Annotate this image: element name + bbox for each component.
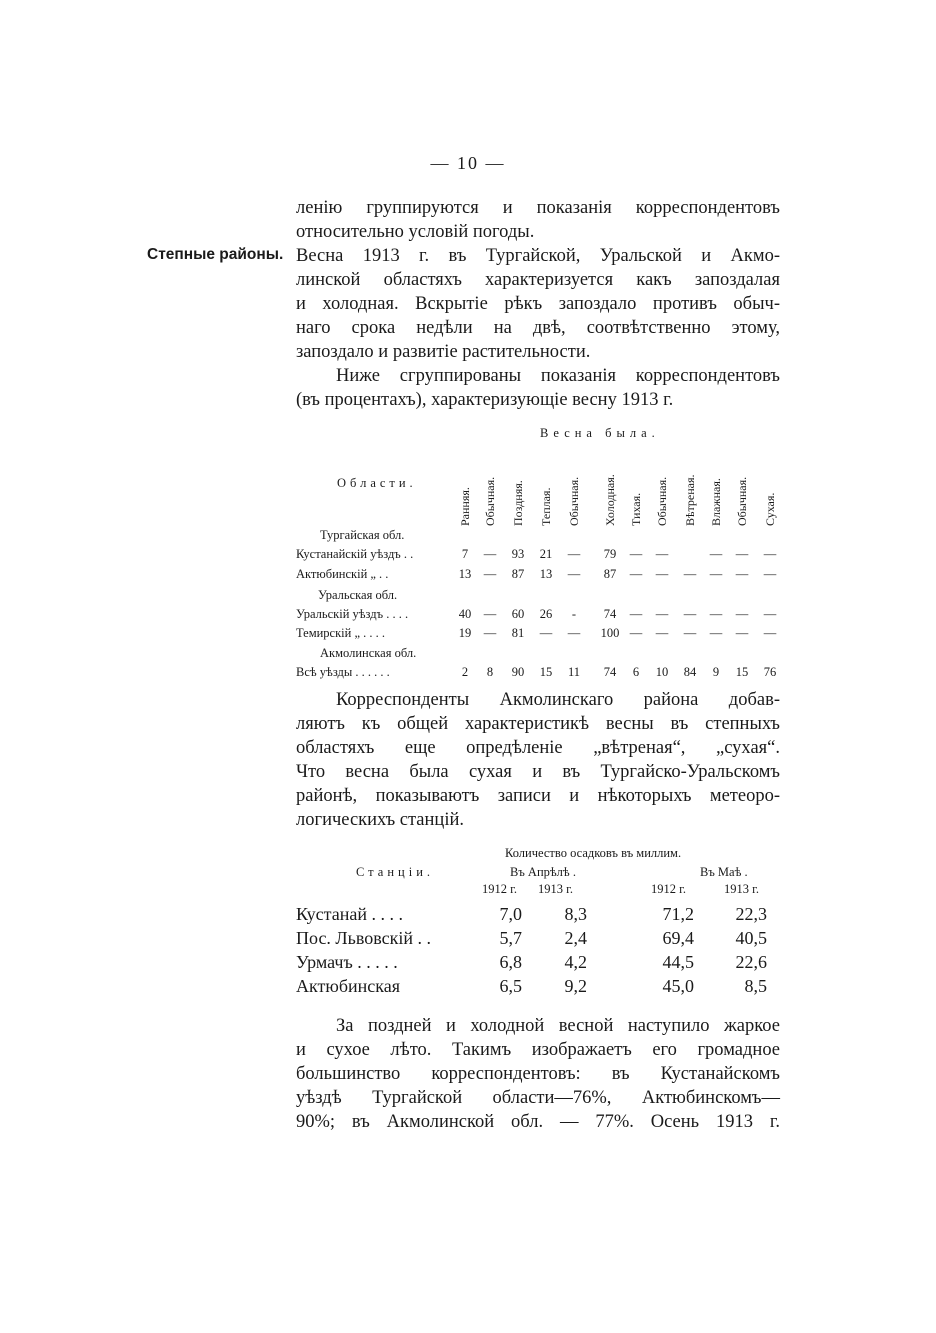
table-row-label: Всѣ уѣзды . . . . . . xyxy=(296,665,390,679)
text-line: и сухое лѣто. Такимъ изображаетъ его громадное xyxy=(296,1040,780,1060)
table-cell: 6 xyxy=(632,665,640,679)
table-cell: 9 xyxy=(712,665,720,679)
table-cell: — xyxy=(655,626,669,640)
precipitation-value: 69,4 xyxy=(662,928,694,948)
text-line: Весна 1913 г. въ Тургайской, Уральской и Акмо- xyxy=(296,246,780,266)
precipitation-value: 45,0 xyxy=(662,976,694,996)
text-line: ляютъ къ общей характеристикѣ весны въ степныхъ xyxy=(296,714,780,734)
table-cell: — xyxy=(539,626,553,640)
table-row-label: Кустанайскій уѣздъ . . xyxy=(296,547,414,561)
precipitation-value: 4,2 xyxy=(564,952,587,972)
text-line: областяхъ еще опредѣленіе „вѣтреная“, „сухая“. xyxy=(296,738,780,758)
paragraph-5 xyxy=(296,1014,780,1134)
text-line: уѣздѣ Тургайской области—76%, Актюбинскомъ— xyxy=(296,1088,780,1108)
table-cell: 74 xyxy=(603,607,617,621)
table-cell: — xyxy=(735,607,749,621)
text-line: логическихъ станцій. xyxy=(296,810,464,830)
text-line: районѣ, показываютъ записи и нѣкоторыхъ метеоро- xyxy=(296,786,780,806)
group-label: Тургайская обл. xyxy=(320,528,405,542)
table-cell: — xyxy=(683,626,697,640)
column-header: Обычная. xyxy=(483,476,497,526)
table-cell: 87 xyxy=(511,567,525,581)
table-cell: 79 xyxy=(603,547,617,561)
month-header-may: Въ Маѣ . xyxy=(700,865,748,879)
table-cell: — xyxy=(763,607,777,621)
precipitation-value: 6,5 xyxy=(499,976,522,996)
text-line: ленію группируются и показанія корреспондентовъ xyxy=(296,198,780,218)
table-cell: 26 xyxy=(539,607,553,621)
table-cell: 11 xyxy=(567,665,581,679)
table-title: Весна была. xyxy=(540,426,660,440)
year-header: 1912 г. xyxy=(482,882,517,896)
table-cell: — xyxy=(735,547,749,561)
paragraph-4 xyxy=(296,688,780,832)
table-cell: 100 xyxy=(600,626,620,640)
text-line: 90%; въ Акмолинской обл. — 77%. Осень 1913 г. xyxy=(296,1112,780,1132)
column-header: Сухая. xyxy=(763,492,777,526)
paragraph-2 xyxy=(296,244,780,364)
table-corner-label: Области. xyxy=(337,476,417,490)
year-header: 1912 г. xyxy=(651,882,686,896)
table-row-label: Темирскій „ . . . . xyxy=(296,626,386,640)
table-cell: — xyxy=(483,607,497,621)
table-cell: 19 xyxy=(458,626,472,640)
precipitation-value: 22,3 xyxy=(735,904,767,924)
table-cell: 13 xyxy=(539,567,553,581)
table-cell: — xyxy=(629,567,643,581)
page-number: — 10 — xyxy=(430,153,506,173)
column-header: Ранняя. xyxy=(458,487,472,526)
table-row-label: Уральскій уѣздъ . . . . xyxy=(296,607,409,621)
paragraph-3 xyxy=(296,364,780,412)
station-name: Актюбинская xyxy=(296,976,400,996)
table-cell: — xyxy=(655,607,669,621)
table-row-label: Актюбинскій „ . . xyxy=(296,567,389,581)
table-cell: — xyxy=(735,567,749,581)
year-header: 1913 г. xyxy=(724,882,759,896)
table-cell: — xyxy=(735,626,749,640)
column-header: Поздняя. xyxy=(511,480,525,526)
year-header: 1913 г. xyxy=(538,882,573,896)
precipitation-value: 22,6 xyxy=(735,952,767,972)
table-cell: — xyxy=(629,626,643,640)
table-cell: 13 xyxy=(458,567,472,581)
station-name: Кустанай . . . . xyxy=(296,904,403,924)
month-header-april: Въ Апрѣлѣ . xyxy=(510,865,576,879)
table-cell: — xyxy=(709,607,723,621)
text-line: Что весна была сухая и въ Тургайско-Уральскомъ xyxy=(296,762,780,782)
table-cell: — xyxy=(683,567,697,581)
table-cell: — xyxy=(763,547,777,561)
table-cell: — xyxy=(483,626,497,640)
table-cell: 8 xyxy=(486,665,494,679)
table-cell: — xyxy=(483,567,497,581)
margin-heading: Степные районы. xyxy=(147,246,284,263)
table-cell: — xyxy=(683,607,697,621)
table-cell: 93 xyxy=(511,547,525,561)
table-title: Количество осадковъ въ миллим. xyxy=(505,846,682,860)
precipitation-value: 6,8 xyxy=(499,952,522,972)
text-line: Ниже сгруппированы показанія корреспондентовъ xyxy=(336,366,780,386)
precipitation-value: 9,2 xyxy=(564,976,587,996)
text-line: линской областяхъ характеризуется какъ запоздалая xyxy=(296,270,780,290)
precipitation-value: 7,0 xyxy=(499,904,522,924)
text-line: относительно условій погоды. xyxy=(296,222,535,242)
table-cell: — xyxy=(567,547,581,561)
table-cell: 87 xyxy=(603,567,617,581)
table-cell: — xyxy=(763,626,777,640)
table-cell: 90 xyxy=(511,665,525,679)
column-header: Влажная. xyxy=(709,478,723,526)
text-line: (въ процентахъ), характеризующіе весну 1913 г. xyxy=(296,390,674,410)
table-cell: 15 xyxy=(539,665,553,679)
precipitation-value: 40,5 xyxy=(735,928,767,948)
table-cell: — xyxy=(567,567,581,581)
table-cell: — xyxy=(655,547,669,561)
precipitation-value: 5,7 xyxy=(499,928,522,948)
precipitation-value: 8,5 xyxy=(744,976,767,996)
column-header: Обычная. xyxy=(735,476,749,526)
table-cell: - xyxy=(571,607,577,621)
table-cell: 21 xyxy=(539,547,553,561)
table-cell: 15 xyxy=(735,665,749,679)
paragraph-1 xyxy=(296,196,780,244)
table-cell: — xyxy=(709,547,723,561)
column-header: Холодная. xyxy=(603,474,617,526)
text-line: большинство корреспондентовъ: въ Кустанайскомъ xyxy=(296,1064,780,1084)
station-name: Пос. Львовскій . . xyxy=(296,928,431,948)
text-line: За поздней и холодной весной наступило жаркое xyxy=(336,1016,780,1036)
table-cell: — xyxy=(763,567,777,581)
table-cell: 40 xyxy=(458,607,472,621)
station-name: Урмачъ . . . . . xyxy=(296,952,398,972)
text-line: наго срока недѣли на двѣ, соотвѣтственно этому, xyxy=(296,318,780,338)
table-cell: 7 xyxy=(461,547,469,561)
text-line: Корреспонденты Акмолинскаго района добав- xyxy=(336,690,780,710)
table-cell: — xyxy=(709,567,723,581)
table-cell: — xyxy=(567,626,581,640)
group-label: Акмолинская обл. xyxy=(320,646,417,660)
column-header: Теплая. xyxy=(539,487,553,526)
table-cell: 2 xyxy=(461,665,469,679)
precipitation-value: 2,4 xyxy=(564,928,587,948)
table-cell: — xyxy=(483,547,497,561)
table-cell: 81 xyxy=(511,626,525,640)
table-cell: 74 xyxy=(603,665,617,679)
table-cell: 60 xyxy=(511,607,525,621)
column-header: Обычная. xyxy=(655,476,669,526)
table-cell: — xyxy=(629,607,643,621)
table-cell: 10 xyxy=(655,665,669,679)
table-cell: — xyxy=(709,626,723,640)
column-header: Вѣтреная. xyxy=(683,474,697,526)
precipitation-value: 8,3 xyxy=(564,904,587,924)
table-cell: 76 xyxy=(763,665,777,679)
table-cell: — xyxy=(655,567,669,581)
group-label: Уральская обл. xyxy=(318,588,398,602)
text-line: и холодная. Вскрытіе рѣкъ запоздало противъ обыч- xyxy=(296,294,780,314)
column-header: Обычная. xyxy=(567,476,581,526)
text-line: запоздало и развитіе растительности. xyxy=(296,342,591,362)
precipitation-value: 44,5 xyxy=(662,952,694,972)
table-cell: 84 xyxy=(683,665,697,679)
table-corner-label: Станціи. xyxy=(356,865,435,879)
table-cell: — xyxy=(629,547,643,561)
column-header: Тихая. xyxy=(629,492,643,526)
precipitation-value: 71,2 xyxy=(662,904,694,924)
